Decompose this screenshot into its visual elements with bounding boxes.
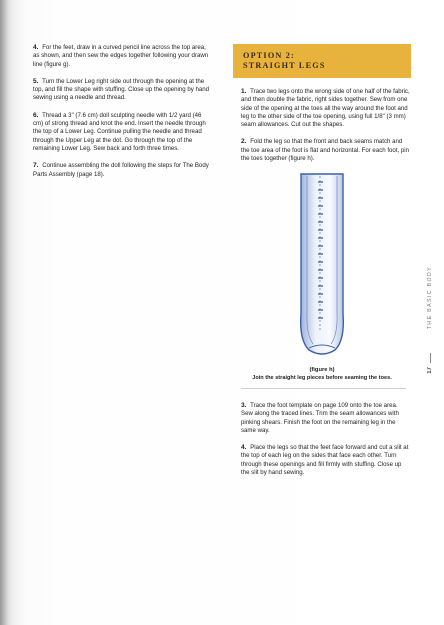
divider <box>241 388 406 389</box>
left-column <box>33 44 213 188</box>
binding-shadow <box>0 0 9 625</box>
right-steps <box>233 88 411 163</box>
running-head-rule <box>430 353 431 363</box>
figure-label: (figure h) <box>309 367 335 374</box>
step-text: Continue assembling the doll following the steps for The Body Parts Assembly (page 18). <box>33 162 209 178</box>
page-number: 17 <box>427 367 433 374</box>
step-number: 7. <box>33 162 39 170</box>
step-3 <box>241 402 411 435</box>
step-text: For the feet, draw in a curved pencil line across the top area, as shown, and then sew the edges together following your drawn line (figure g). <box>33 44 209 68</box>
step-1 <box>241 88 411 129</box>
figure-caption: Join the straight leg pieces before seaming the toes. <box>252 375 392 382</box>
step-text: Turn the Lower Leg right side out through the opening at the top, and fill the shape with stuffing. Close up the opening by hand sewing using a needle and thread. <box>33 77 210 102</box>
step-text: Fold the leg so that the front and back seams match and the toe area of the foot is flat and horizontal. For each foot, pin the toes together (figure h). <box>241 138 410 163</box>
step-number: 5. <box>33 77 39 85</box>
figure-h <box>233 172 411 382</box>
step-text: Trace two legs onto the wrong side of one half of the fabric, and then double the fabric, right sides together. Sew from one side of the opening at the toes all the way around the foot and leg to the other side of the toe opening, using full 1/8" (3 mm) seam allowances. Cut out the shapes. <box>241 88 410 129</box>
step-number: 3. <box>241 402 247 409</box>
bottom-steps <box>241 402 411 486</box>
step-number: 6. <box>33 111 39 119</box>
option-label: OPTION 2: <box>243 51 295 60</box>
right-column <box>233 44 411 382</box>
step-number: 2. <box>241 138 247 146</box>
step-4 <box>33 44 213 69</box>
step-text: Place the legs so that the feet face forward and cut a slit at the top of each leg on the sides that face each other. Turn through these openings and fill firmly with stuffing. Close up the slit by hand sewing. <box>241 444 409 477</box>
step-5 <box>33 78 213 103</box>
running-head: THE BASIC BODY <box>427 266 433 330</box>
option-title: STRAIGHT LEGS <box>243 61 326 70</box>
step-text: Trace the foot template on page 109 onto the toe area. Sew along the traced lines. Trim the seam allowances with pinking shears. Finish the foot on the remaining leg in the same way. <box>241 402 399 434</box>
step-2 <box>241 138 411 163</box>
option-heading <box>233 44 411 78</box>
step-number: 1. <box>241 88 247 95</box>
step-4-right <box>241 444 411 477</box>
step-number: 4. <box>33 44 39 51</box>
step-7 <box>33 162 213 179</box>
step-number: 4. <box>241 444 247 452</box>
step-6 <box>33 112 213 153</box>
step-text: Thread a 3" (7.6 cm) doll sculpting needle with 1/2 yard (46 cm) of strong thread and knot the end. Insert the needle through the top of a Lower Leg. Continue pulling the needle and thread through the Upper Leg at the dot. Go through the top of the remaining Lower Leg. Sew back and forth three times. <box>33 111 206 152</box>
straight-leg-illustration <box>289 172 355 362</box>
